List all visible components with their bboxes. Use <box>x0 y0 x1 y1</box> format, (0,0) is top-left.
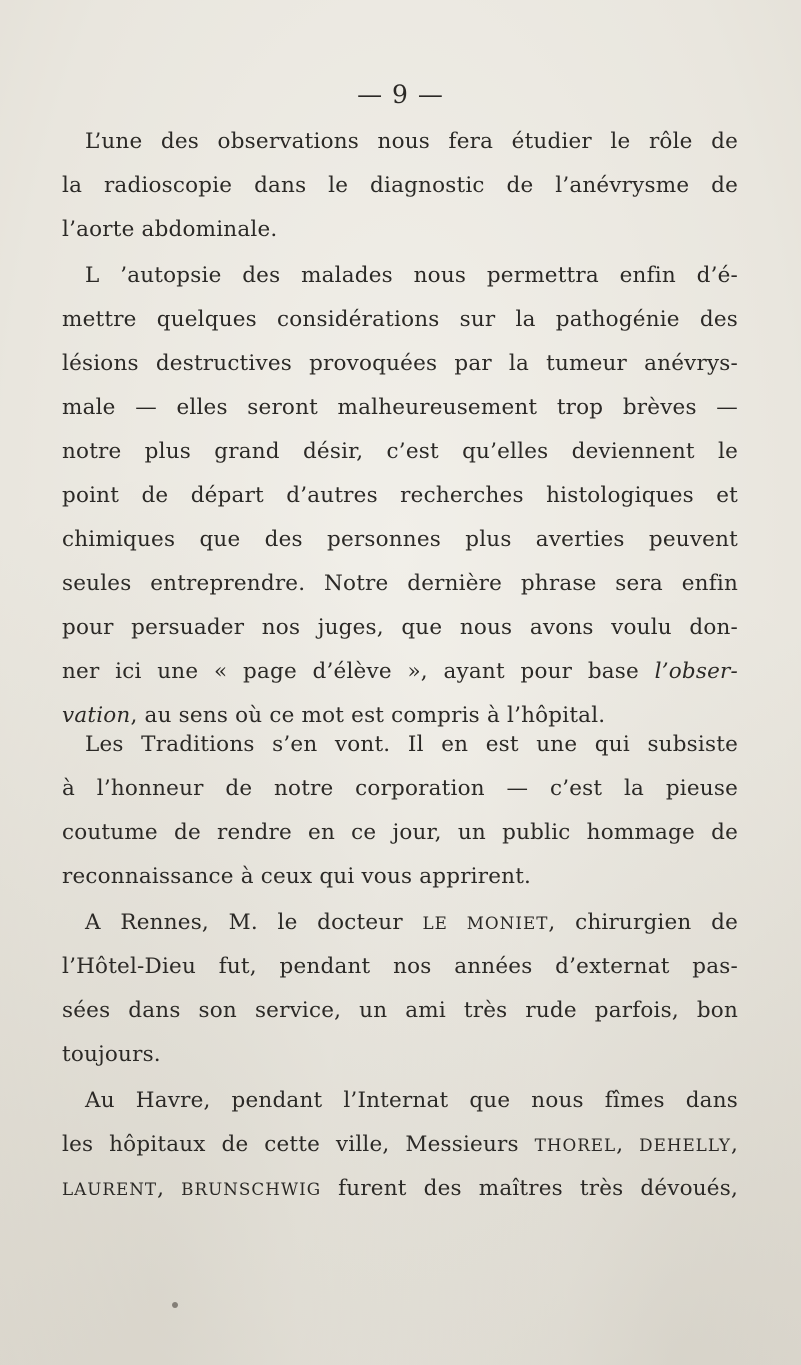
text-segment: les hôpitaux de cette ville, Messieurs <box>62 1132 519 1157</box>
text-line: notre plus grand désir, c’est qu’elles deviennent le <box>62 439 738 464</box>
paragraph-radioscopie <box>62 120 738 252</box>
italic-text: vation <box>62 703 131 728</box>
italic-text: l’obser- <box>654 659 738 684</box>
person-name: LAURENT <box>62 1179 158 1199</box>
text-segment: , au sens où ce mot est compris à l’hôpital. <box>130 703 606 728</box>
text-line: point de départ d’autres recherches histologiques et <box>62 483 738 508</box>
paragraph-autopsie <box>62 254 738 738</box>
person-name: DEHELLY <box>639 1135 731 1155</box>
text-line <box>62 1167 738 1211</box>
text-line: reconnaissance à ceux qui vous apprirent. <box>62 864 532 889</box>
text-segment: , <box>730 1132 738 1157</box>
text-segment: A Rennes, M. le docteur <box>85 910 403 935</box>
paragraph-traditions <box>62 723 738 899</box>
text-line: Au Havre, pendant l’Internat que nous fîmes dans <box>85 1088 738 1113</box>
text-line: lésions destructives provoquées par la tumeur anévrys- <box>62 351 738 376</box>
text-line: sées dans son service, un ami très rude parfois, bon <box>62 998 738 1023</box>
text-segment: , <box>157 1176 165 1201</box>
text-line: chimiques que des personnes plus averties peuvent <box>62 527 738 552</box>
text-line: male — elles seront malheureusement trop brèves — <box>62 395 738 420</box>
text-line: l’aorte abdominale. <box>62 217 278 242</box>
text-line: Les Traditions s’en vont. Il en est une qui subsiste <box>85 732 738 757</box>
text-line: l’Hôtel-Dieu fut, pendant nos années d’externat pas- <box>62 954 738 979</box>
paragraph-havre <box>62 1079 738 1211</box>
text-line: L ’autopsie des malades nous permettra enfin d’é- <box>85 263 738 288</box>
text-line: la radioscopie dans le diagnostic de l’anévrysme de <box>62 173 738 198</box>
text-line: pour persuader nos juges, que nous avons voulu don- <box>62 615 738 640</box>
text-line: coutume de rendre en ce jour, un public hommage de <box>62 820 738 845</box>
text-segment: ner ici une « page d’élève », ayant pour base <box>62 659 639 684</box>
text-line: à l’honneur de notre corporation — c’est la pieuse <box>62 776 738 801</box>
text-line: toujours. <box>62 1042 161 1067</box>
person-name: THOREL <box>534 1135 617 1155</box>
text-line <box>62 901 738 945</box>
text-segment: , <box>616 1132 624 1157</box>
text-line <box>62 1123 738 1167</box>
text-segment: furent des maîtres très dévoués, <box>338 1176 738 1201</box>
person-name: LE MONIET <box>422 913 549 933</box>
text-line <box>62 650 738 694</box>
person-name: BRUNSCHWIG <box>181 1179 322 1199</box>
page-number: — 9 — <box>357 80 444 109</box>
ink-speck <box>172 1302 178 1308</box>
text-line: seules entreprendre. Notre dernière phrase sera enfin <box>62 571 738 596</box>
text-segment: , chirurgien de <box>548 910 738 935</box>
text-line: mettre quelques considérations sur la pathogénie des <box>62 307 738 332</box>
paragraph-rennes <box>62 901 738 1077</box>
text-line: L’une des observations nous fera étudier le rôle de <box>85 129 738 154</box>
